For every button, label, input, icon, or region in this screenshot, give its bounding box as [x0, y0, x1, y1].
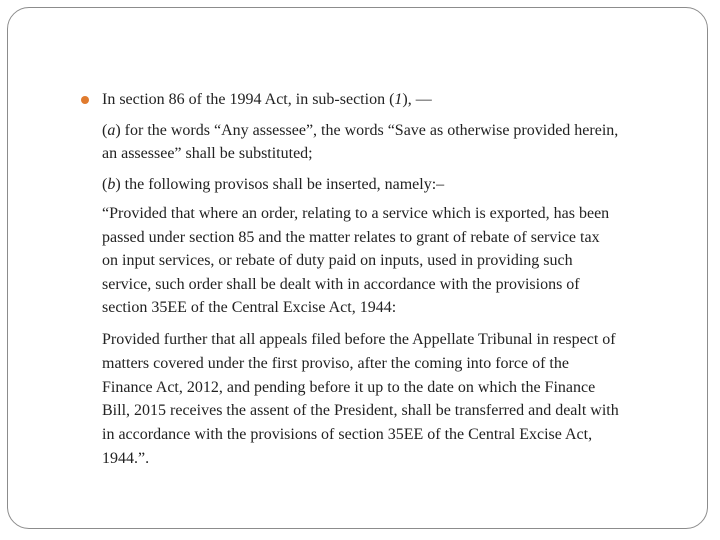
- proviso2-line: matters covered under the first proviso, after the coming into force of the: [102, 355, 569, 372]
- clause-b-text: ) the following provisos shall be inserted, namely:–: [115, 176, 445, 193]
- proviso1-line: “Provided that where an order, relating to a service which is exported, has been: [102, 205, 610, 222]
- proviso1-line: on input services, or rebate of duty paid on inputs, used in providing such: [102, 252, 573, 269]
- proviso2-line: 1944.”.: [102, 450, 150, 467]
- clause-a-line-1: (a) for the words “Any assessee”, the words “Save as otherwise provided herein,: [102, 122, 619, 139]
- proviso2-line: Bill, 2015 receives the assent of the President, shall be transferred and dealt with: [102, 402, 619, 419]
- bullet-icon: [81, 96, 89, 104]
- clause-a-label: a: [107, 122, 116, 139]
- proviso2-line: Provided further that all appeals filed before the Appellate Tribunal in respect of: [102, 331, 616, 348]
- clause-b-label: b: [107, 176, 116, 193]
- clause-a-text: ) for the words “Any assessee”, the words “Save as otherwise provided herein,: [115, 122, 619, 139]
- intro-line: [102, 90, 432, 110]
- clause-a-line-2: an assessee” shall be substituted;: [102, 145, 313, 162]
- clause-b-line: (b) the following provisos shall be inserted, namely:–: [102, 176, 445, 193]
- proviso2-line: in accordance with the provisions of section 35EE of the Central Excise Act,: [102, 426, 593, 443]
- proviso2-line: Finance Act, 2012, and pending before it up to the date on which the Finance: [102, 379, 596, 396]
- proviso1-line: section 35EE of the Central Excise Act, 1944:: [102, 299, 397, 316]
- intro-subsection-number: 1: [394, 91, 403, 108]
- proviso1-line: passed under section 85 and the matter relates to grant of rebate of service tax: [102, 229, 600, 246]
- proviso1-line: service, such order shall be dealt with in accordance with the provisions of: [102, 276, 580, 293]
- intro-text-end: ), —: [402, 91, 432, 108]
- intro-text: In section 86 of the 1994 Act, in sub-section (: [102, 91, 395, 108]
